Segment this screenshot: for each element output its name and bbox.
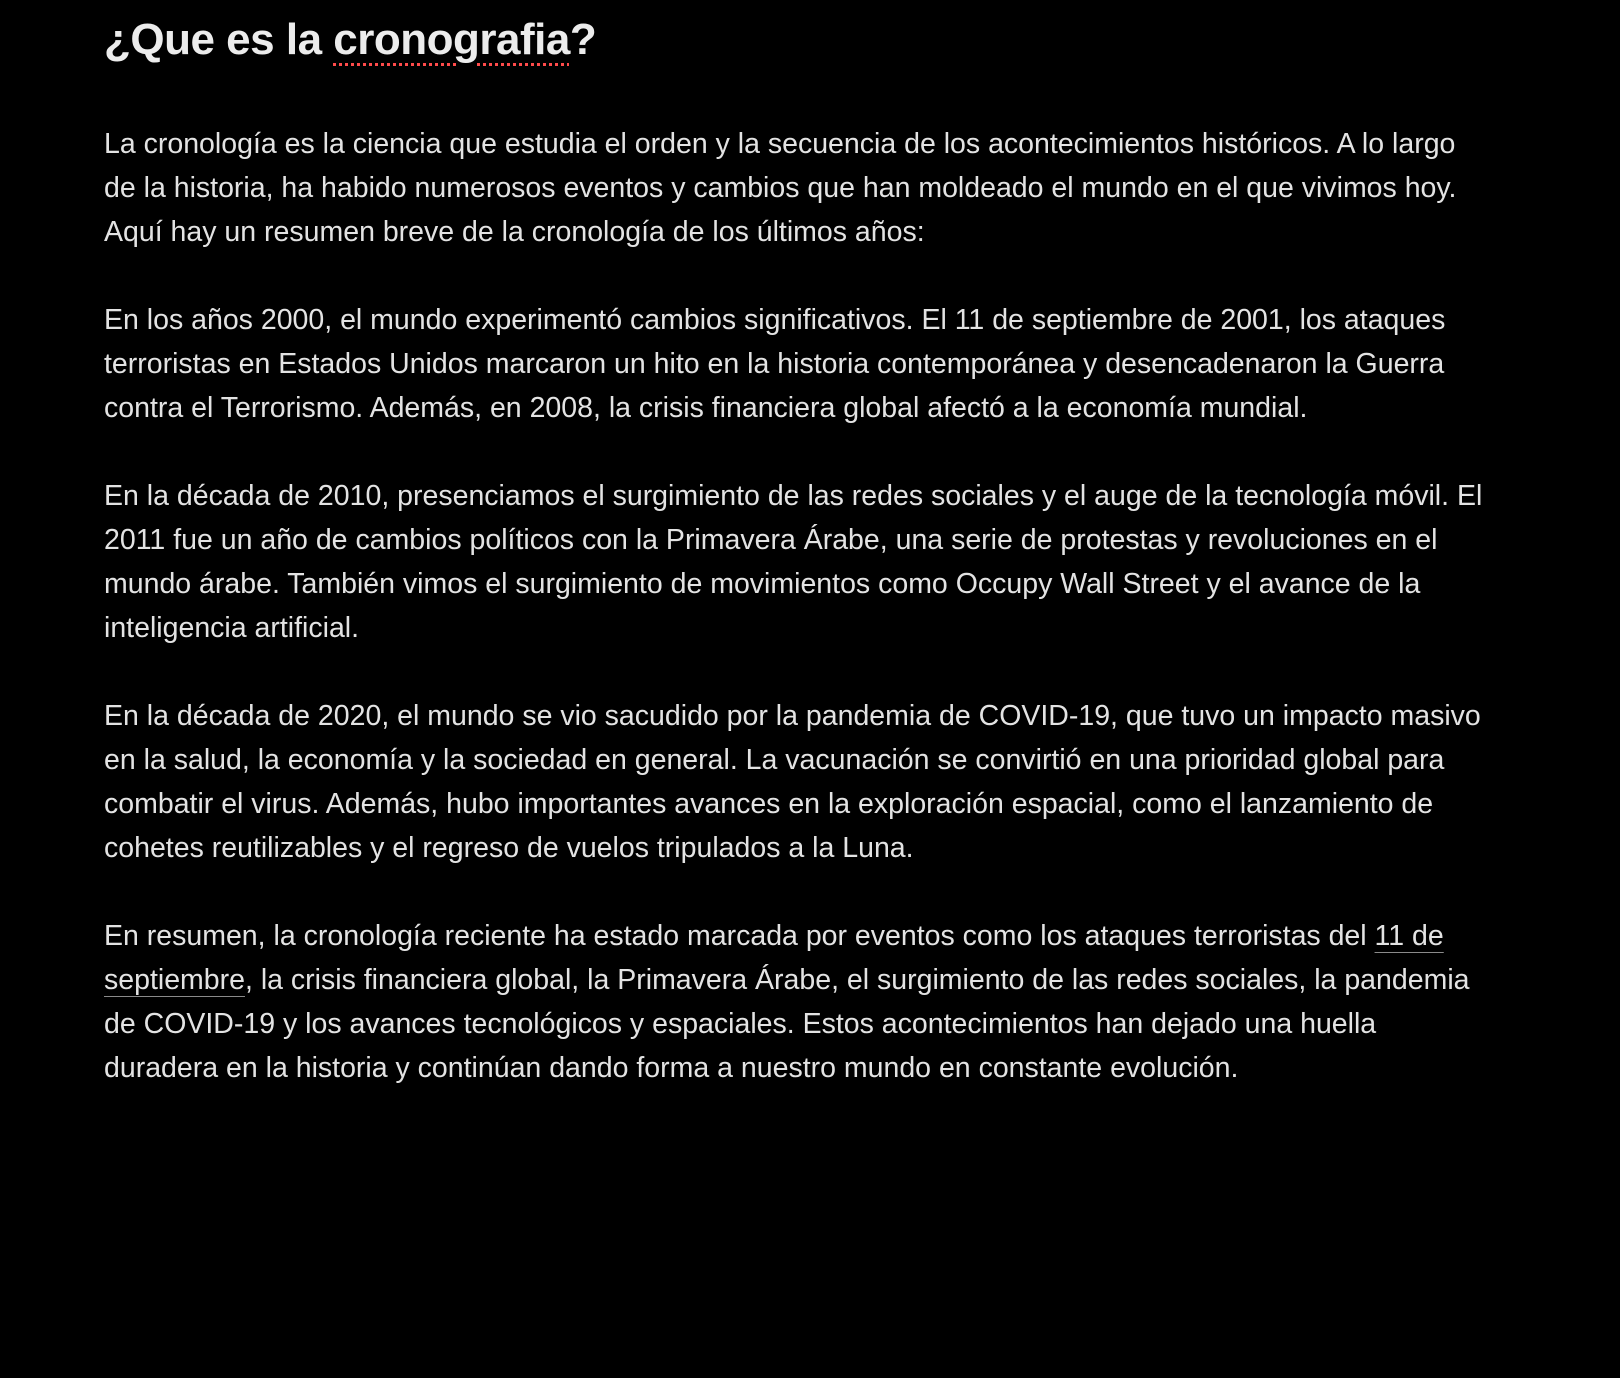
paragraph-2020s: En la década de 2020, el mundo se vio sacudido por la pandemia de COVID-19, que tuvo un impacto masivo en la salud, la economía y la sociedad en general. La vacunación se convirtió en una prioridad global para combatir el virus. Además, hubo importantes avances en la exploración espacial, como el lanzamiento de cohetes reutilizables y el regreso de vuelos tripulados a la Luna.	[104, 700, 1481, 864]
paragraph-2010s: En la década de 2010, presenciamos el surgimiento de las redes sociales y el auge de la tecnología móvil. El 2011 fue un año de cambios políticos con la Primavera Árabe, una serie de protestas y revoluciones en el mundo árabe. También vimos el surgimiento de movimientos como Occupy Wall Street y el avance de la inteligencia artificial.	[104, 480, 1483, 644]
date-link[interactable]: 11 de septiembre	[104, 920, 1444, 996]
misspelled-word[interactable]: cronografia	[333, 15, 570, 64]
paragraph-2000s: En los años 2000, el mundo experimentó cambios significativos. El 11 de septiembre de 2001, los ataques terroristas en Estados Unidos marcaron un hito en la historia contemporánea y desencadenaron la Guerra contra el Terrorismo. Además, en 2008, la crisis financiera global afectó a la economía mundial.	[104, 304, 1446, 424]
paragraph-summary	[104, 914, 1484, 1090]
paragraph-intro: La cronología es la ciencia que estudia el orden y la secuencia de los acontecimientos históricos. A lo largo de la historia, ha habido numerosos eventos y cambios que han moldeado el mundo en el que vivimos hoy. Aquí hay un resumen breve de la cronología de los últimos años:	[104, 128, 1457, 248]
note-title[interactable]	[104, 0, 1484, 68]
title-prefix: ¿Que es la	[104, 15, 334, 64]
summary-text-end: , la crisis financiera global, la Primavera Árabe, el surgimiento de las redes sociales, la pandemia de COVID-19 y los avances tecnológicos y espaciales. Estos acontecimientos han dejado una huella duradera en la historia y continúan dando forma a nuestro mundo en constante evolución.	[104, 964, 1470, 1084]
note-body[interactable]	[104, 0, 1484, 1090]
title-suffix: ?	[569, 15, 597, 64]
summary-text-start: En resumen, la cronología reciente ha estado marcada por eventos como los ataques terroristas del	[104, 920, 1375, 952]
